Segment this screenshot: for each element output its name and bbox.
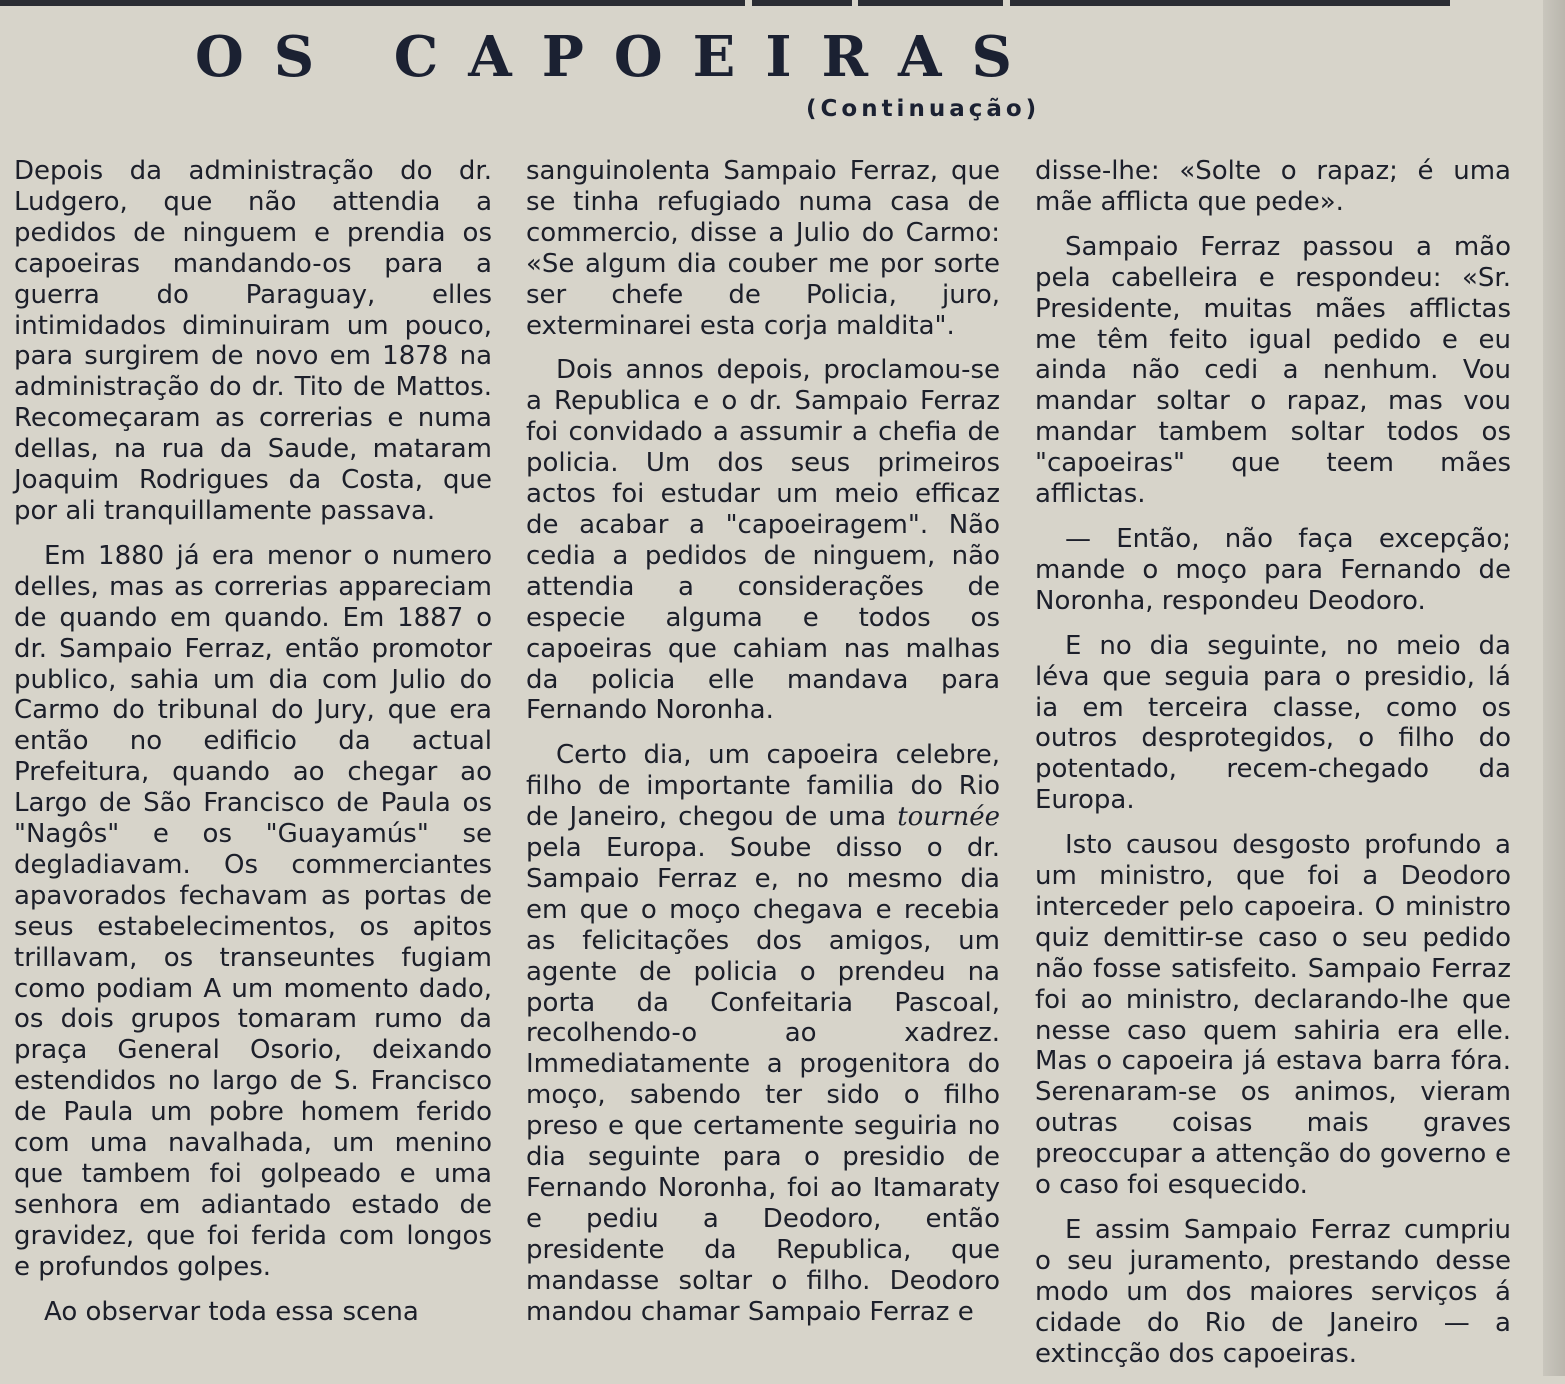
top-rule-mid bbox=[752, 0, 852, 6]
italic-word: tournée bbox=[897, 802, 1001, 833]
column-2 bbox=[526, 156, 1000, 1342]
page-edge bbox=[1543, 0, 1565, 1376]
paragraph: Ao observar toda essa scena bbox=[44, 1296, 419, 1327]
paragraph: — Então, não faça excepção; mande o moço para Fernando de Noronha, respondeu Deodoro. bbox=[1035, 523, 1511, 616]
paragraph bbox=[526, 740, 1000, 1327]
paragraph-text: Certo dia, um capoeira celebre, filho de importante familia do Rio de Janeiro, chegou de uma bbox=[526, 740, 1000, 833]
paragraph: Sampaio Ferraz passou a mão pela cabelleira e respondeu: «Sr. Presidente, muitas mães afflictas me têm feito igual pedido e eu ainda não cedi a nenhum. Vou mandar soltar o rapaz, mas vou mandar tambem soltar todos os "capoeiras" que teem mães afflictas. bbox=[1035, 231, 1511, 510]
article-subtitle: (Continuação) bbox=[806, 96, 1041, 122]
paragraph: Em 1880 já era menor o numero delles, mas as correrias appareciam de quando em quando. Em 1887 o dr. Sampaio Ferraz, então promotor publico, sahia um dia com Julio do Carmo do tribunal do Jury, que era então no edificio da actual Prefeitura, quando ao chegar ao Largo de São Francisco de Paula os "Nagôs" e os "Guayamús" se degladiavam. Os commerciantes apavorados fechavam as portas de seus estabelecimentos, os apitos trillavam, os transeuntes fugiam como podiam A um momento dado, os dois grupos tomaram rumo da praça General Osorio, deixando estendidos no largo de S. Francisco de Paula um pobre homem ferido com uma navalhada, um menino que tambem foi golpeado e uma senhora em adiantado estado de gravidez, que foi ferida com longos e profundos golpes. bbox=[14, 540, 492, 1282]
paragraph: E no dia seguinte, no meio da léva que seguia para o presidio, lá ia em terceira classe, como os outros desprotegidos, o filho do potentado, recem-chegado da Europa. bbox=[1035, 630, 1511, 816]
top-rule-right bbox=[1010, 0, 1450, 6]
paragraph: Isto causou desgosto profundo a um ministro, que foi a Deodoro interceder pelo capoeira. O ministro quiz demittir-se caso o seu pedido não fosse satisfeito. Sampaio Ferraz foi ao ministro, declarando-lhe que nesse caso quem sahiria era elle. Mas o capoeira já estava barra fóra. Serenaram-se os animos, vieram outras coisas mais graves preoccupar a attenção do governo e o caso foi esquecido. bbox=[1035, 830, 1511, 1201]
article-title: OS CAPOEIRAS bbox=[195, 24, 1042, 90]
paragraph: sanguinolenta Sampaio Ferraz, que se tinha refugiado numa casa de commercio, disse a Julio do Carmo: «Se algum dia couber me por sorte ser chefe de Policia, juro, exterminarei esta corja maldita". bbox=[526, 156, 1000, 341]
paragraph: disse-lhe: «Solte o rapaz; é uma mãe afflicta que pede». bbox=[1035, 156, 1511, 217]
paragraph: Dois annos depois, proclamou-se a Republica e o dr. Sampaio Ferraz foi convidado a assumir a chefia de policia. Um dos seus primeiros actos foi estudar um meio efficaz de acabar a "capoeiragem". Não cedia a pedidos de ninguem, não attendia a considerações de especie alguma e todos os capoeiras que cahiam nas malhas da policia elle mandava para Fernando Noronha. bbox=[526, 355, 1000, 726]
top-rule-mid2 bbox=[858, 0, 1003, 6]
column-1 bbox=[14, 156, 492, 1342]
column-3 bbox=[1035, 156, 1511, 1384]
paragraph: E assim Sampaio Ferraz cumpriu o seu juramento, prestando desse modo um dos maiores serviços á cidade do Rio de Janeiro — a extincção dos capoeiras. bbox=[1035, 1215, 1511, 1369]
paragraph: Depois da administração do dr. Ludgero, que não attendia a pedidos de ninguem e prendia os capoeiras mandando-os para a guerra do Paraguay, elles intimidados diminuiram um pouco, para surgirem de novo em 1878 na administração do dr. Tito de Mattos. Recomeçaram as correrias e numa dellas, na rua da Saude, mataram Joaquim Rodrigues da Costa, que por ali tranquillamente passava. bbox=[14, 156, 492, 526]
top-rule-left bbox=[0, 0, 745, 6]
paragraph-text: pela Europa. Soube disso o dr. Sampaio Ferraz e, no mesmo dia em que o moço chegava e recebia as felicitações dos amigos, um agente de policia o prendeu na porta da Confeitaria Pascoal, recolhendo-o ao xadrez. Immediatamente a progenitora do moço, sabendo ter sido o filho preso e que certamente seguiria no dia seguinte para o presidio de Fernando Noronha, foi ao Itamaraty e pediu a Deodoro, então presidente da Republica, que mandasse soltar o filho. Deodoro mandou chamar Sampaio Ferraz e bbox=[526, 833, 1000, 1327]
